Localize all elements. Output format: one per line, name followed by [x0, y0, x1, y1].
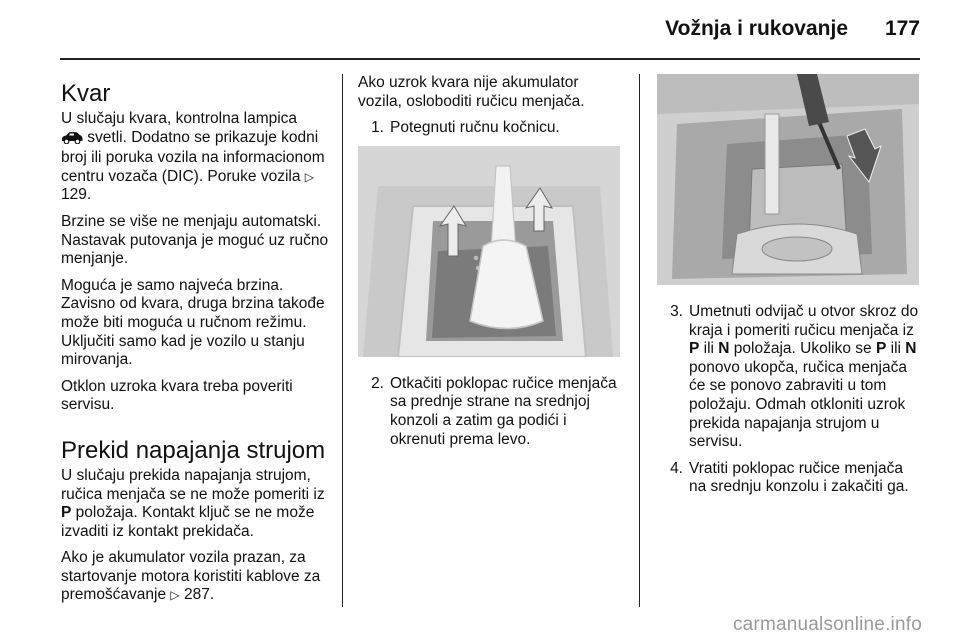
column-2	[358, 74, 626, 457]
text-lampica: U slučaju kvara, kontrolna lampica	[61, 110, 298, 127]
list-item-step-3	[657, 303, 923, 452]
paragraph-kvar-2: Brzine se više ne menjaju automatski. Nastavak putovanja je moguć uz ručno menjanje.	[61, 212, 329, 268]
step-number: 1.	[371, 119, 384, 137]
screwdriver-illustration	[657, 74, 919, 285]
step3-p-bold: P	[875, 340, 887, 358]
column-1	[61, 74, 331, 613]
text-prekid-b: položaja. Kontakt ključ se ne može izvaditi iz kontakt prekidača.	[61, 504, 315, 540]
heading-kvar: Kvar	[61, 80, 111, 107]
paragraph-kvar-1	[61, 110, 331, 205]
paragraph-kvar-4: Otklon uzroka kvara treba poveriti servisu.	[61, 377, 293, 414]
paragraph-prekid-2	[61, 549, 331, 605]
step3-ili: ili	[886, 340, 906, 358]
page-header	[0, 0, 960, 60]
list-item-step-4	[657, 460, 923, 497]
step3-ili: ili	[699, 340, 719, 358]
chapter-title: Vožnja i rukovanje	[665, 17, 848, 40]
ref-129: 129.	[61, 186, 92, 204]
paragraph-kvar-3: Moguća je samo najveća brzina. Zavisno od kvara, druga brzina takođe može biti moguća u ručnom režimu. Uključiti samo kad je vozilo u stanju mirovanja.	[61, 276, 325, 369]
step-number: 3.	[670, 303, 683, 320]
column-divider-1	[342, 74, 343, 607]
step-number: 2.	[371, 374, 384, 392]
column-divider-2	[639, 74, 640, 607]
list-item-step-1	[358, 119, 626, 138]
text-prekid-a: U slučaju prekida napajanja strujom, ručica menjača se ne može pomeriti iz	[61, 466, 325, 503]
watermark-footer: carmanualsonline.info	[732, 614, 922, 635]
paragraph-intro: Ako uzrok kvara nije akumulator vozila, osloboditi ručicu menjača.	[358, 74, 585, 110]
step3-text-a: Umetnuti odvijač u otvor skroz do kraja i pomeriti ručicu menjača iz	[689, 303, 919, 339]
text-svetli: svetli. Dodatno se prikazuje kodni broj ili poruka vozila na informacionom centru vozača (DIC). Poruke vozila	[61, 128, 325, 185]
page-ref-icon: ▷	[304, 169, 315, 184]
ref-287: 287.	[183, 586, 215, 604]
page-number: 177	[884, 17, 920, 40]
paragraph-prekid-1	[61, 467, 331, 541]
page-ref-icon: ▷	[170, 588, 180, 603]
step-text: Otkačiti poklopac ručice menjača sa prednje strane na srednjoj konzoli a zatim ga podići i okrenuti prema levo.	[390, 374, 617, 448]
column-3	[657, 74, 923, 505]
text-akumulator: Ako je akumulator vozila prazan, za startovanje motora koristiti kablove za premošćavanje	[61, 549, 321, 604]
header-rule	[60, 58, 920, 60]
gear-lever-illustration	[358, 146, 620, 357]
step-text: Potegnuti ručnu kočnicu.	[390, 119, 560, 137]
step-number: 4.	[670, 459, 683, 477]
heading-prekid: Prekid napajanja strujom	[61, 436, 326, 464]
text-p-bold: P	[61, 504, 72, 522]
step3-n-bold: N	[905, 340, 917, 358]
transmission-warning-icon	[61, 131, 83, 150]
step3-p-bold: P	[689, 340, 700, 358]
step3-n-bold: N	[718, 340, 730, 358]
step3-text-b: položaja. Ukoliko se	[729, 340, 876, 358]
step-text: Vratiti poklopac ručice menjača na srednju konzolu i zakačiti ga.	[689, 459, 909, 496]
list-item-step-2	[358, 375, 626, 449]
step-text	[689, 303, 923, 452]
step3-text-c: ponovo ukopča, ručica menjača će se ponovo zabraviti u tom položaju. Odmah otkloniti uzrok prekida napajanja strujom u servisu.	[689, 358, 907, 451]
